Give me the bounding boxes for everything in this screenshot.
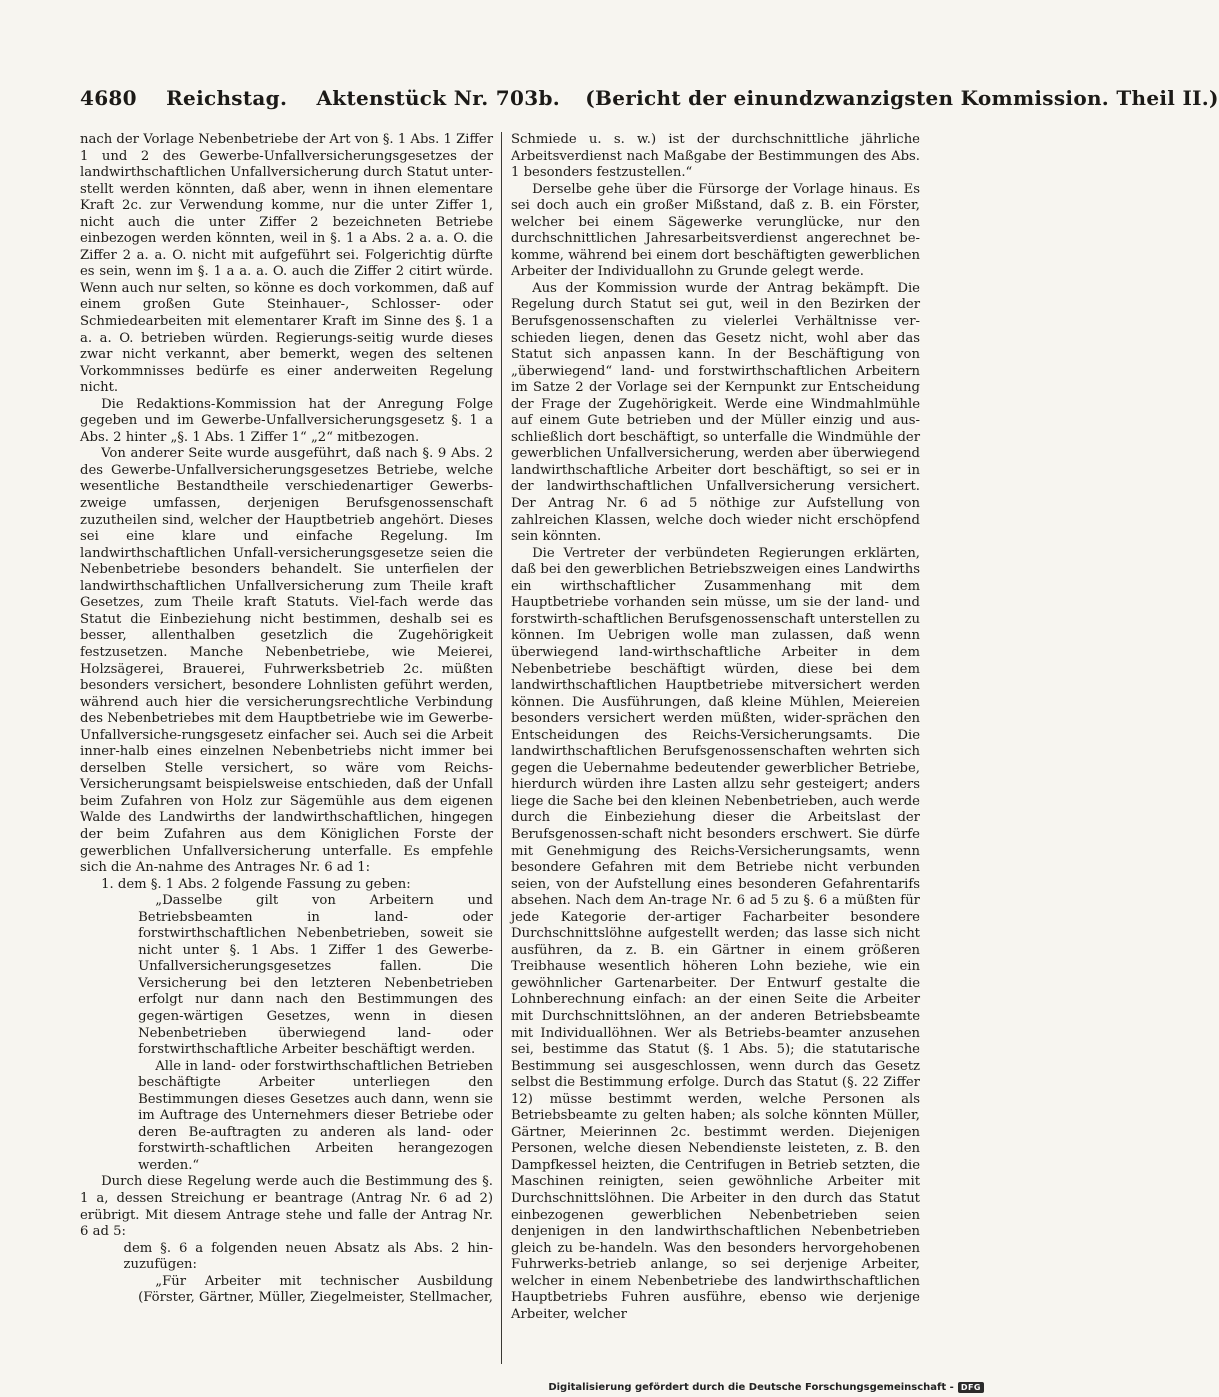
document-page: [80, 86, 1219, 1364]
left-column-paragraph: Durch diese Regelung werde auch die Bestimmung des §. 1 a, dessen Streichung er beantrage (Antrag Nr. 6 ad 2) erübrigt. Mit diesem Antrage stehe und falle der Antrag Nr. 6 ad 5:: [80, 1174, 493, 1240]
right-column: [511, 132, 920, 1364]
right-column-paragraph: Derselbe gehe über die Fürsorge der Vorlage hinaus. Es sei doch auch ein großer Mißstand, daß z. B. ein Förster, welcher bei einem Sägewerke verunglücke, nur den durchschnittlichen Jahresarbeitsverdienst angerechnet be-komme, während bei einem dort beschäftigten gewerblichen Arbeiter der Individuallohn zu Grunde gelegt werde.: [511, 181, 920, 280]
column-divider: [501, 132, 502, 1364]
right-column-paragraph: Aus der Kommission wurde der Antrag bekämpft. Die Regelung durch Statut sei gut, weil in den Bezirken der Berufsgenossenschaften zu vielerlei Verhältnisse ver-schieden liegen, denen das Gesetz nicht, wohl aber das Statut sich anpassen kann. In der Beschäftigung von „überwiegend“ land- und forstwirthschaftlichen Arbeitern im Satze 2 der Vorlage sei der Kernpunkt zur Entscheidung der Frage der Zugehörigkeit. Werde eine Windmahlmühle auf einem Gute betrieben und der Müller einzig und aus-schließlich dort beschäftigt, so unterfalle die Windmühle der gewerblichen Unfallversicherung, werden aber überwiegend landwirthschaftliche Arbeiter dort beschäftigt, so sei er in der landwirthschaftlichen Unfallversicherung versichert. Der Antrag Nr. 6 ad 5 nöthige zur Aufstellung von zahlreichen Klassen, welche doch wieder nicht erschöpfend sein könnten.: [511, 280, 920, 545]
left-column-paragraph: „Für Arbeiter mit technischer Ausbildung (Förster, Gärtner, Müller, Ziegelmeister, Stellmacher,: [138, 1273, 493, 1306]
dfg-logo-icon: DFG: [958, 1382, 984, 1393]
digitization-footer: [548, 1379, 984, 1395]
page-number: 4680: [80, 86, 137, 110]
page-header: [80, 86, 1219, 118]
header-subtitle: (Bericht der einundzwanzigsten Kommission. Theil II.): [585, 86, 1219, 110]
left-column-paragraph: nach der Vorlage Nebenbetriebe der Art von §. 1 Abs. 1 Ziffer 1 und 2 des Gewerbe-Unfallversicherungsgesetzes der landwirthschaftlichen Unfallversicherung durch Statut unter-stellt werden könnten, daß aber, wenn in ihnen elementare Kraft 2c. zur Verwendung komme, nur die unter Ziffer 1, nicht auch die unter Ziffer 2 bezeichneten Betriebe einbezogen werden könnten, weil in §. 1 a Abs. 2 a. a. O. die Ziffer 2 a. a. O. nicht mit aufgeführt sei. Folgerichtig dürfte es sein, wenn im §. 1 a a. a. O. auch die Ziffer 2 citirt würde. Wenn auch nur selten, so könne es doch vorkommen, daß auf einem großen Gute Steinhauer-, Schlosser- oder Schmiedearbeiten mit elementarer Kraft im Sinne des §. 1 a a. a. O. betrieben würden. Regierungs-seitig wurde dieses zwar nicht verkannt, aber bemerkt, wegen des seltenen Vorkommnisses bedürfe es einer anderweiten Regelung nicht.: [80, 132, 493, 396]
left-column-paragraph: 1. dem §. 1 Abs. 2 folgende Fassung zu geben:: [101, 876, 411, 892]
document-number: Aktenstück Nr. 703b.: [316, 86, 561, 110]
right-column-paragraph: Die Vertreter der verbündeten Regierungen erklärten, daß bei den gewerblichen Betriebszweigen eines Landwirths ein wirthschaftlicher Zusammenhang mit dem Hauptbetriebe vorhanden sein müsse, um sie der land- und forstwirth-schaftlichen Berufsgenossenschaft unterstellen zu können. Im Uebrigen wolle man zulassen, daß wenn überwiegend land-wirthschaftliche Arbeiter in dem Nebenbetriebe beschäftigt würden, diese bei dem landwirthschaftlichen Hauptbetriebe mitversichert werden können. Die Ausführungen, daß kleine Mühlen, Meiereien besonders versichert werden müßten, wider-sprächen den Entscheidungen des Reichs-Versicherungsamts. Die landwirthschaftlichen Berufsgenossenschaften wehrten sich gegen die Uebernahme bedeutender gewerblicher Betriebe, hierdurch würden ihre Lasten allzu sehr gesteigert; anders liege die Sache bei den kleinen Nebenbetrieben, auch werde durch die Einbeziehung dieser die Arbeitslast der Berufsgenossen-schaft nicht besonders erschwert. Sie dürfe mit Genehmigung des Reichs-Versicherungsamts, wenn besondere Gefahren mit dem Betriebe nicht verbunden seien, von der Aufstellung eines besonderen Gefahrentarifs absehen. Nach dem An-trage Nr. 6 ad 5 zu §. 6 a müßten für jede Kategorie der-artiger Facharbeiter besondere Durchschnittslöhne aufgestellt werden; das lasse sich nicht ausführen, da z. B. ein Gärtner in einem größeren Treibhause wesentlich höheren Lohn beziehe, wie ein gewöhnlicher Gartenarbeiter. Der Entwurf gestalte die Lohnberechnung einfach: an der einen Seite die Arbeiter mit Durchschnittslöhnen, an der anderen Betriebsbeamte mit Individuallöhnen. Wer als Betriebs-beamter anzusehen sei, bestimme das Statut (§. 1 Abs. 5); die statutarische Bestimmung sei ausgeschlossen, wenn durch das Gesetz selbst die Bestimmung erfolge. Durch das Statut (§. 22 Ziffer 12) müsse bestimmt werden, welche Personen als Betriebsbeamte zu gelten haben; als solche könnten Müller, Gärtner, Meierinnen 2c. bestimmt werden. Diejenigen Personen, welche diesen Nebendienste leisteten, z. B. den Dampfkessel heizten, die Centrifugen in Betrieb setzten, die Maschinen reinigten, seien gewöhnliche Arbeiter mit Durchschnittslöhnen. Die Arbeiter in den durch das Statut einbezogenen gewerblichen Nebenbetrieben seien denjenigen in den landwirthschaftlichen Nebenbetrieben gleich zu be-handeln. Was den besonders hervorgehobenen Fuhrwerks-betrieb anlange, so sei derjenige Arbeiter, welcher in einem Nebenbetriebe des landwirthschaftlichen Hauptbetriebs Fuhren ausführe, ebenso wie derjenige Arbeiter, welcher: [511, 545, 920, 1322]
footer-text: Digitalisierung gefördert durch die Deutsche Forschungsgemeinschaft -: [548, 1381, 954, 1393]
left-column-paragraph: dem §. 6 a folgenden neuen Absatz als Abs. 2 hin-zuzufügen:: [123, 1240, 493, 1273]
left-column-paragraph: „Dasselbe gilt von Arbeitern und Betriebsbeamten in land- oder forstwirthschaftlichen Nebenbetrieben, soweit sie nicht unter §. 1 Abs. 1 Ziffer 1 des Gewerbe-Unfallversicherungsgesetzes fallen. Die Versicherung bei den letzteren Nebenbetrieben erfolgt nur dann nach den Bestimmungen des gegen-wärtigen Gesetzes, wenn in diesen Nebenbetrieben überwiegend land- oder forstwirthschaftliche Arbeiter beschäftigt werden.: [138, 893, 493, 1058]
right-column-paragraph: Schmiede u. s. w.) ist der durchschnittliche jährliche Arbeitsverdienst nach Maßgabe der Bestimmungen des Abs. 1 besonders festzustellen.“: [511, 132, 920, 181]
left-column-paragraph: Die Redaktions-Kommission hat der Anregung Folge gegeben und im Gewerbe-Unfallversicherungsgesetz §. 1 a Abs. 2 hinter „§. 1 Abs. 1 Ziffer 1“ „2“ mitbezogen.: [80, 396, 493, 445]
left-column: [80, 132, 493, 1364]
left-column-paragraph: Alle in land- oder forstwirthschaftlichen Betrieben beschäftigte Arbeiter unterliegen den Bestimmungen dieses Gesetzes auch dann, wenn sie im Auftrage des Unternehmers dieser Betriebe oder deren Be-auftragten zu anderen als land- oder forstwirth-schaftlichen Arbeiten herangezogen werden.“: [138, 1058, 493, 1173]
left-column-paragraph: Von anderer Seite wurde ausgeführt, daß nach §. 9 Abs. 2 des Gewerbe-Unfallversicherungsgesetzes Betriebe, welche wesentliche Bestandtheile verschiedenartiger Gewerbs-zweige umfassen, derjenigen Berufsgenossenschaft zuzutheilen sind, welcher der Hauptbetrieb angehört. Dieses sei eine klare und einfache Regelung. Im landwirthschaftlichen Unfall-versicherungsgesetze seien die Nebenbetriebe besonders behandelt. Sie unterfielen der landwirthschaftlichen Unfallversicherung zum Theile kraft Gesetzes, zum Theile kraft Statuts. Viel-fach werde das Statut die Einbeziehung nicht bestimmen, deshalb sei es besser, allenthalben gesetzlich die Zugehörigkeit festzusetzen. Manche Nebenbetriebe, wie Meierei, Holzsägerei, Brauerei, Fuhrwerksbetrieb 2c. müßten besonders versichert, besondere Lohnlisten geführt werden, während auch hier die versicherungsrechtliche Verbindung des Nebenbetriebes mit dem Hauptbetriebe wie im Gewerbe-Unfallversiche-rungsgesetz einfacher sei. Auch sei die Arbeit inner-halb eines einzelnen Nebenbetriebs nicht immer bei derselben Stelle versichert, so wäre vom Reichs-Versicherungsamt beispielsweise entschieden, daß der Unfall beim Zufahren von Holz zur Sägemühle aus dem eigenen Walde des Landwirths der landwirthschaftlichen, hingegen der beim Zufahren aus dem Königlichen Forste der gewerblichen Unfallversicherung unterfalle. Es empfehle sich die An-nahme des Antrages Nr. 6 ad 1:: [80, 446, 493, 876]
header-title: Reichstag.: [166, 86, 288, 110]
